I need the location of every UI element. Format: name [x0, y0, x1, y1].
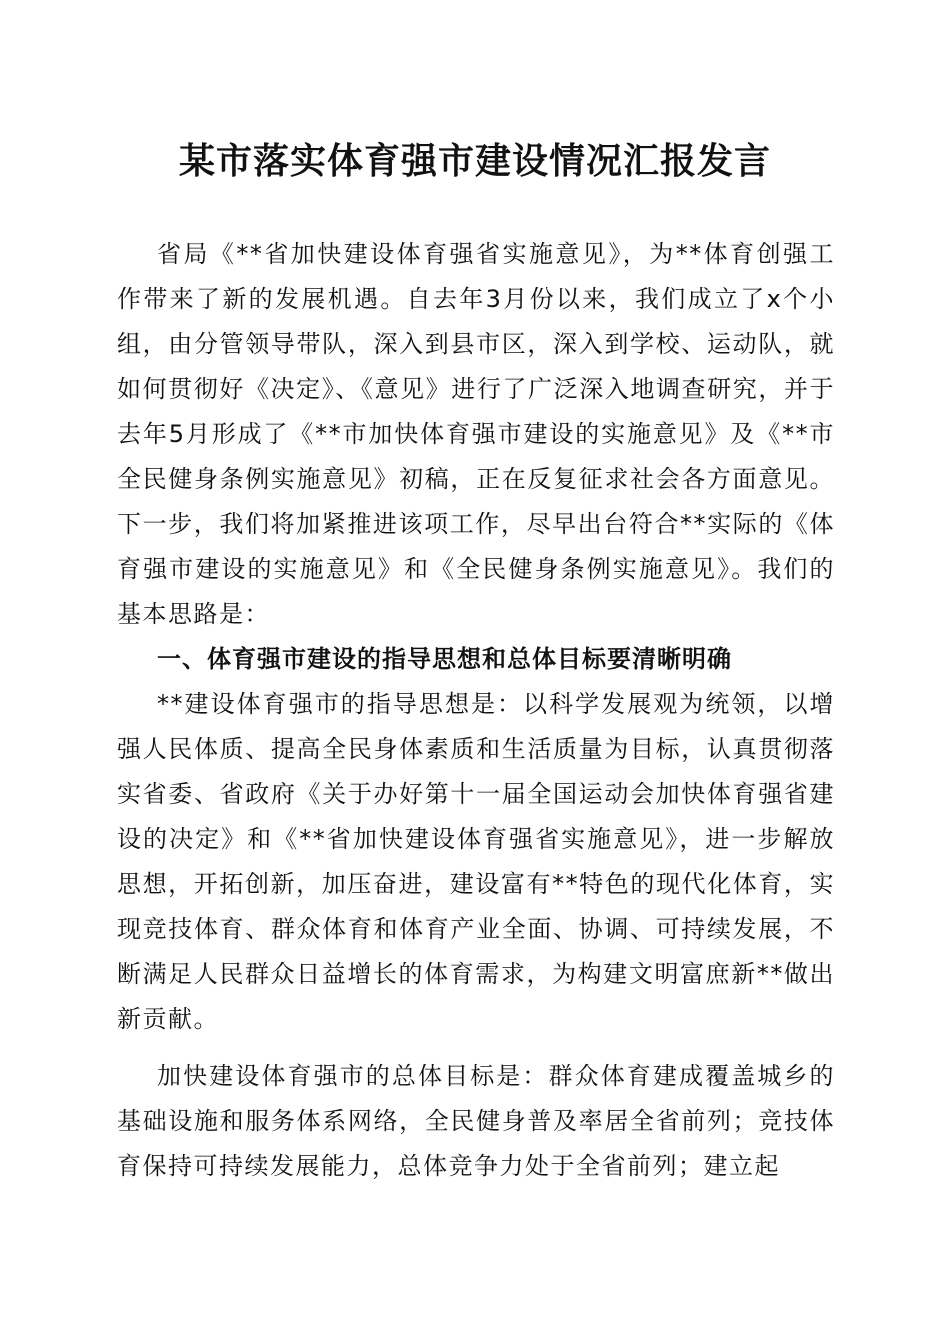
paragraph-intro: 省局《**省加快建设体育强省实施意见》，为**体育创强工作带来了新的发展机遇。自去年3月份以来，我们成立了x个小组，由分管领导带队，深入到县市区，深入到学校、运动队，就如何贯彻好《决定》、《意见》进行了广泛深入地调查研究，并于去年5月形成了《**市加快体育强市建设的实施意见》及《**市全民健身条例实施意见》初稿，正在反复征求社会各方面意见。下一步，我们将加紧推进该项工作，尽早出台符合**实际的《体育强市建设的实施意见》和《全民健身条例实施意见》。我们的基本思路是：	[117, 240, 835, 628]
paragraph-overall-goal: 加快建设体育强市的总体目标是：群众体育建成覆盖城乡的基础设施和服务体系网络，全民健身普及率居全省前列；竞技体育保持可持续发展能力，总体竞争力处于全省前列；建立起	[117, 1062, 835, 1180]
document-title: 某市落实体育强市建设情况汇报发言	[178, 140, 771, 182]
paragraph-guiding-thought: **建设体育强市的指导思想是：以科学发展观为统领，以增强人民体质、提高全民身体素质和生活质量为目标，认真贯彻落实省委、省政府《关于办好第十一届全国运动会加快体育强省建设的决定》和《**省加快建设体育强省实施意见》，进一步解放思想，开拓创新，加压奋进，建设富有**特色的现代化体育，实现竞技体育、群众体育和体育产业全面、协调、可持续发展，不断满足人民群众日益增长的体育需求，为构建文明富庶新**做出新贡献。	[117, 690, 835, 1033]
section-heading: 一、体育强市建设的指导思想和总体目标要清晰明确	[157, 645, 732, 673]
document-body	[117, 232, 835, 1189]
paragraph-gap	[117, 1042, 835, 1054]
